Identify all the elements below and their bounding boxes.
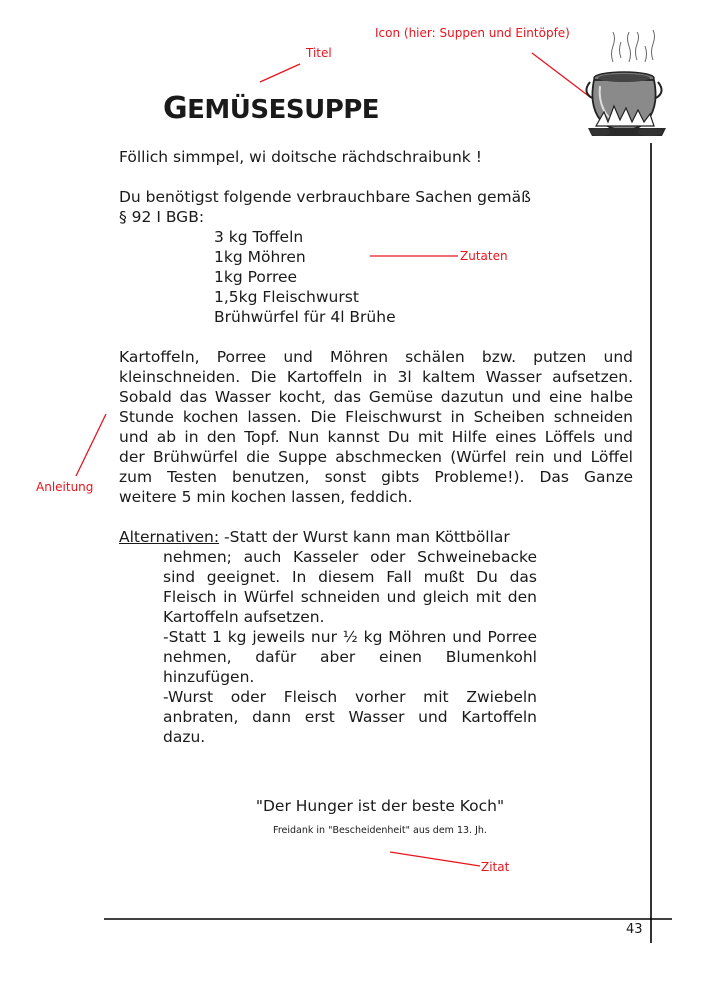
ingredients-annotation-label: Zutaten bbox=[460, 249, 508, 263]
ingredient-list bbox=[214, 227, 396, 327]
alternative-2: -Statt 1 kg jeweils nur ½ kg Möhren und Porree nehmen, dafür aber einen Blumenkohl hinzufügen. bbox=[163, 628, 537, 686]
title-annotation-label: Titel bbox=[306, 46, 332, 60]
instructions-line: Kartoffeln, Porree und Möhren schälen bzw. putzen und bbox=[119, 348, 633, 366]
alternative-3: -Wurst oder Fleisch vorher mit Zwiebeln anbraten, dann erst Wasser und Kartoffeln dazu. bbox=[163, 688, 537, 746]
alternatives-heading: Alternativen: bbox=[119, 528, 220, 546]
quote-source: Freidank in "Bescheidenheit" aus dem 13. Jh. bbox=[273, 825, 487, 836]
alternative-1-continued: nehmen; auch Kasseler oder Schweinebacke sind geeignet. In diesem Fall mußt Du das Fleisch in Würfel schneiden und gleich mit den Kartoffeln aufsetzen. bbox=[163, 548, 537, 626]
quote-pointer-line bbox=[390, 852, 480, 866]
recipe-title bbox=[163, 91, 379, 126]
quote-annotation-label: Zitat bbox=[481, 860, 510, 874]
instructions-line: zum Testen benutzen, sonst gibts Probleme!). Das Ganze bbox=[119, 468, 633, 486]
instructions-annotation-label: Anleitung bbox=[36, 480, 94, 494]
ingredient-item: 3 kg Toffeln bbox=[214, 228, 304, 246]
instructions-line: Sobald das Wasser kocht, das Gemüse dazutun und eine halbe bbox=[119, 388, 633, 406]
requirements-paragraph bbox=[119, 187, 599, 227]
requirements-line-2: § 92 I BGB: bbox=[119, 208, 205, 226]
instructions-line: weitere 5 min kochen lassen, feddich. bbox=[119, 488, 413, 506]
alternatives-list bbox=[163, 547, 537, 747]
ingredient-item: 1kg Möhren bbox=[214, 248, 306, 266]
instructions-line: Stunde kochen lassen. Die Fleischwurst in Scheiben schneiden bbox=[119, 408, 633, 426]
cooking-pot-over-fire-icon bbox=[586, 30, 666, 136]
page-number: 43 bbox=[626, 922, 643, 937]
instructions-line: kleinschneiden. Die Kartoffeln in 3l kaltem Wasser aufsetzen. bbox=[119, 368, 633, 386]
title-initial: G bbox=[163, 91, 188, 126]
alternative-1-start: -Statt der Wurst kann man Köttböllar bbox=[219, 528, 510, 546]
instructions-line: der Brühwürfel die Suppe abschmecken (Würfel rein und Löffel bbox=[119, 448, 633, 466]
ingredient-item: Brühwürfel für 4l Brühe bbox=[214, 308, 396, 326]
quote-text: "Der Hunger ist der beste Koch" bbox=[255, 797, 505, 815]
alternatives-first-line bbox=[119, 527, 510, 547]
intro-line: Föllich simmpel, wi doitsche rächdschraibunk ! bbox=[119, 148, 482, 166]
instructions-paragraph bbox=[119, 347, 633, 507]
instructions-pointer-line bbox=[76, 414, 106, 476]
title-rest: EMÜSESUPPE bbox=[187, 95, 380, 125]
ingredient-item: 1kg Porree bbox=[214, 268, 298, 286]
ingredient-item: 1,5kg Fleischwurst bbox=[214, 288, 359, 306]
title-pointer-line bbox=[260, 64, 300, 82]
instructions-line: und ab in den Topf. Nun kannst Du mit Hilfe eines Löffels und bbox=[119, 428, 633, 446]
icon-pointer-line bbox=[532, 53, 590, 97]
requirements-line-1: Du benötigst folgende verbrauchbare Sachen gemäß bbox=[119, 188, 531, 206]
icon-annotation-label: Icon (hier: Suppen und Eintöpfe) bbox=[375, 26, 570, 40]
